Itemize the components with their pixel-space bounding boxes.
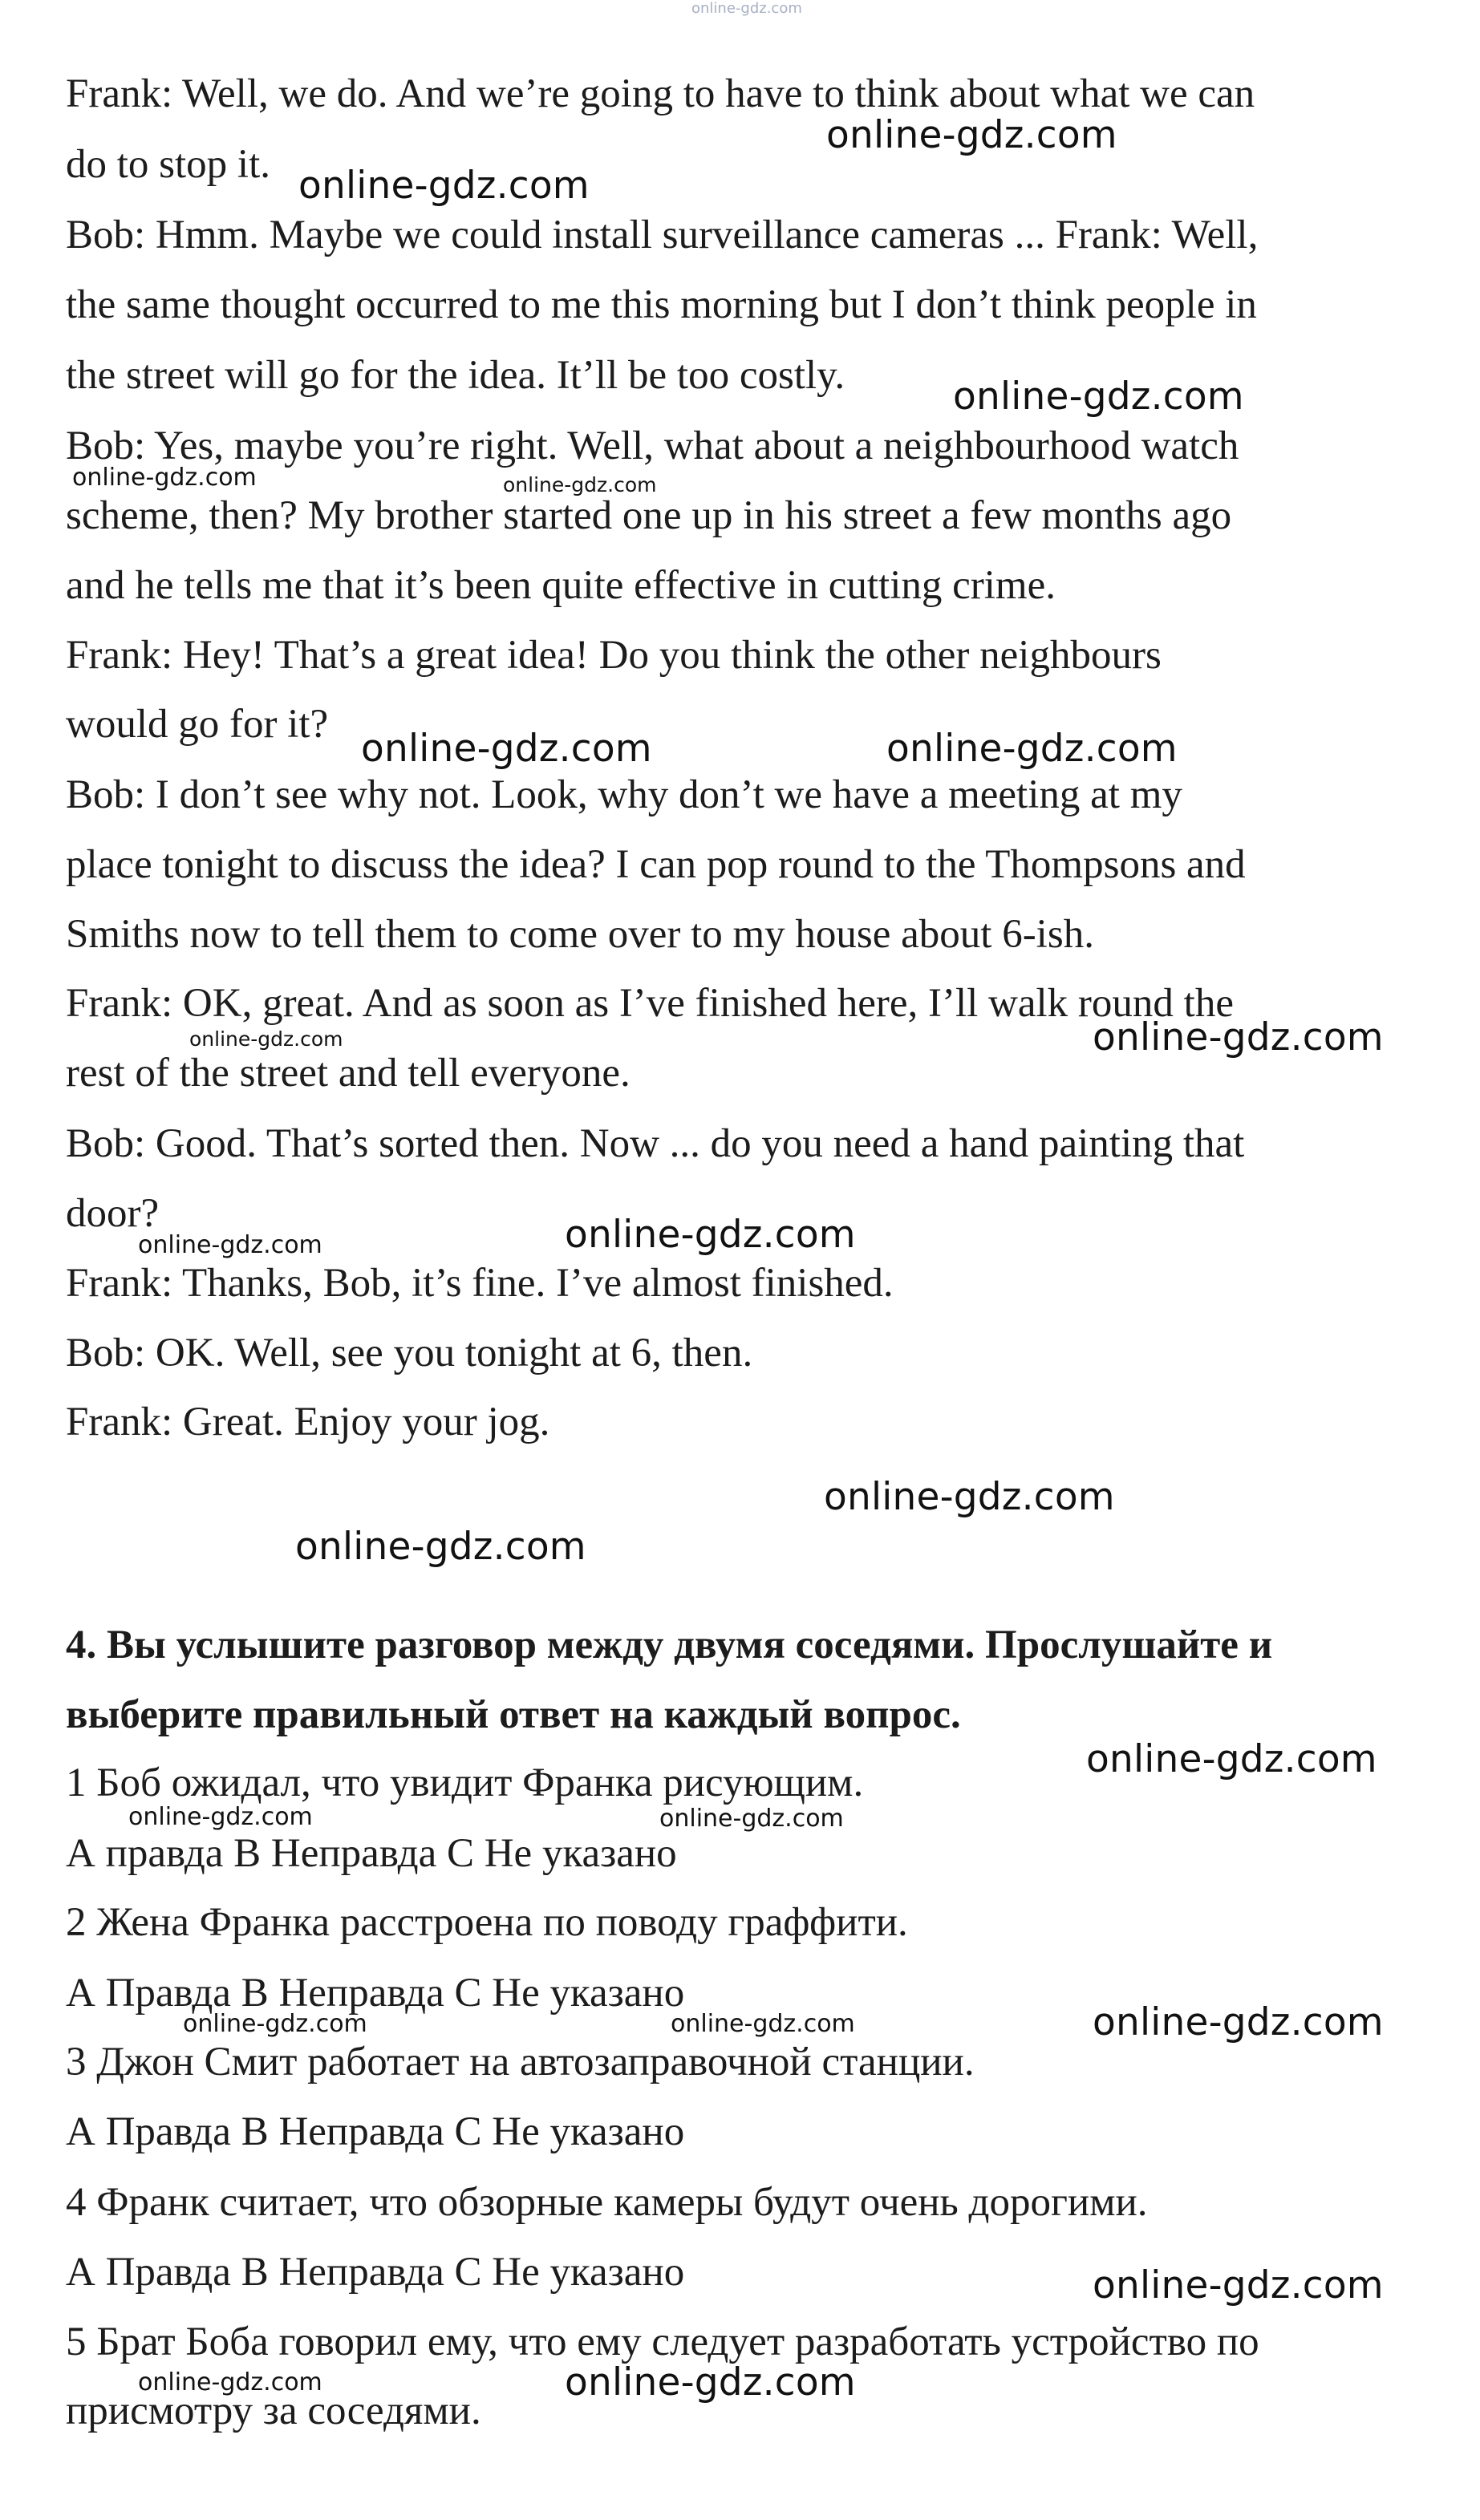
watermark: online-gdz.com [503,473,657,496]
question-line: 3 Джон Смит работает на автозаправочной станции. [66,2040,975,2084]
dialogue-line: Frank: Hey! That’s a great idea! Do you think the other neighbours [66,633,1162,678]
dialogue-line: and he tells me that it’s been quite effective in cutting crime. [66,563,1056,608]
task-heading-line: выберите правильный ответ на каждый вопрос. [66,1692,961,1737]
watermark: online-gdz.com [138,2368,322,2396]
dialogue-line: Frank: Great. Enjoy your jog. [66,1400,550,1444]
dialogue-line: the street will go for the idea. It’ll be too costly. [66,353,845,398]
answer-options: А правда В Неправда С Не указано [66,1831,677,1876]
dialogue-line: Bob: Yes, maybe you’re right. Well, what about a neighbourhood watch [66,423,1239,468]
answer-options: А Правда В Неправда С Не указано [66,2109,685,2154]
dialogue-line: Frank: Thanks, Bob, it’s fine. I’ve almost finished. [66,1261,894,1306]
dialogue-line: Smiths now to tell them to come over to my house about 6-ish. [66,912,1094,957]
watermark: online-gdz.com [361,727,652,771]
dialogue-line: Bob: Hmm. Maybe we could install surveillance cameras ... Frank: Well, [66,213,1259,257]
question-line: 4 Франк считает, что обзорные камеры будут очень дорогими. [66,2180,1148,2225]
watermark: online-gdz.com [72,464,257,492]
watermark: online-gdz.com [138,1231,322,1259]
dialogue-line: Bob: OK. Well, see you tonight at 6, then. [66,1331,753,1375]
dialogue-line: Frank: Well, we do. And we’re going to have to think about what we can [66,71,1255,116]
dialogue-line: the same thought occurred to me this morning but I don’t think people in [66,282,1257,327]
answer-options: А Правда В Неправда С Не указано [66,1971,685,2016]
watermark: online-gdz.com [128,1803,313,1831]
watermark: online-gdz.com [1093,1015,1384,1059]
task-heading-line: 4. Вы услышите разговор между двумя соседями. Прослушайте и [66,1623,1273,1667]
watermark: online-gdz.com [826,113,1117,157]
header-watermark: online-gdz.com [691,0,802,17]
dialogue-line: rest of the street and tell everyone. [66,1051,631,1096]
watermark: online-gdz.com [824,1475,1115,1519]
question-line: 5 Брат Боба говорил ему, что ему следует разработать устройство по [66,2319,1259,2364]
dialogue-line: scheme, then? My brother started one up in his street a few months ago [66,493,1232,538]
question-line: 1 Боб ожидал, что увидит Франка рисующим. [66,1760,864,1805]
watermark: online-gdz.com [1093,2263,1384,2307]
dialogue-line: Frank: OK, great. And as soon as I’ve finished here, I’ll walk round the [66,981,1234,1026]
answer-options: А Правда В Неправда С Не указано [66,2250,685,2295]
watermark: online-gdz.com [671,2010,855,2038]
watermark: online-gdz.com [189,1027,343,1051]
question-line: 2 Жена Франка расстроена по поводу граффити. [66,1900,908,1945]
dialogue-line: door? [66,1191,160,1236]
watermark: online-gdz.com [953,375,1244,419]
watermark: online-gdz.com [659,1805,844,1833]
watermark: online-gdz.com [183,2010,367,2038]
dialogue-line: would go for it? [66,702,329,747]
dialogue-line: Bob: I don’t see why not. Look, why don’t we have a meeting at my [66,772,1182,817]
watermark: online-gdz.com [886,727,1178,771]
watermark: online-gdz.com [1093,2000,1384,2044]
watermark: online-gdz.com [565,1213,856,1257]
watermark: online-gdz.com [565,2360,856,2405]
dialogue-line: do to stop it. [66,142,271,187]
dialogue-line: place tonight to discuss the idea? I can pop round to the Thompsons and [66,842,1246,887]
dialogue-line: Bob: Good. That’s sorted then. Now ... do you need a hand painting that [66,1121,1245,1166]
question-line: присмотру за соседями. [66,2388,481,2433]
watermark: online-gdz.com [298,164,590,208]
watermark: online-gdz.com [295,1525,586,1569]
watermark: online-gdz.com [1086,1737,1377,1781]
